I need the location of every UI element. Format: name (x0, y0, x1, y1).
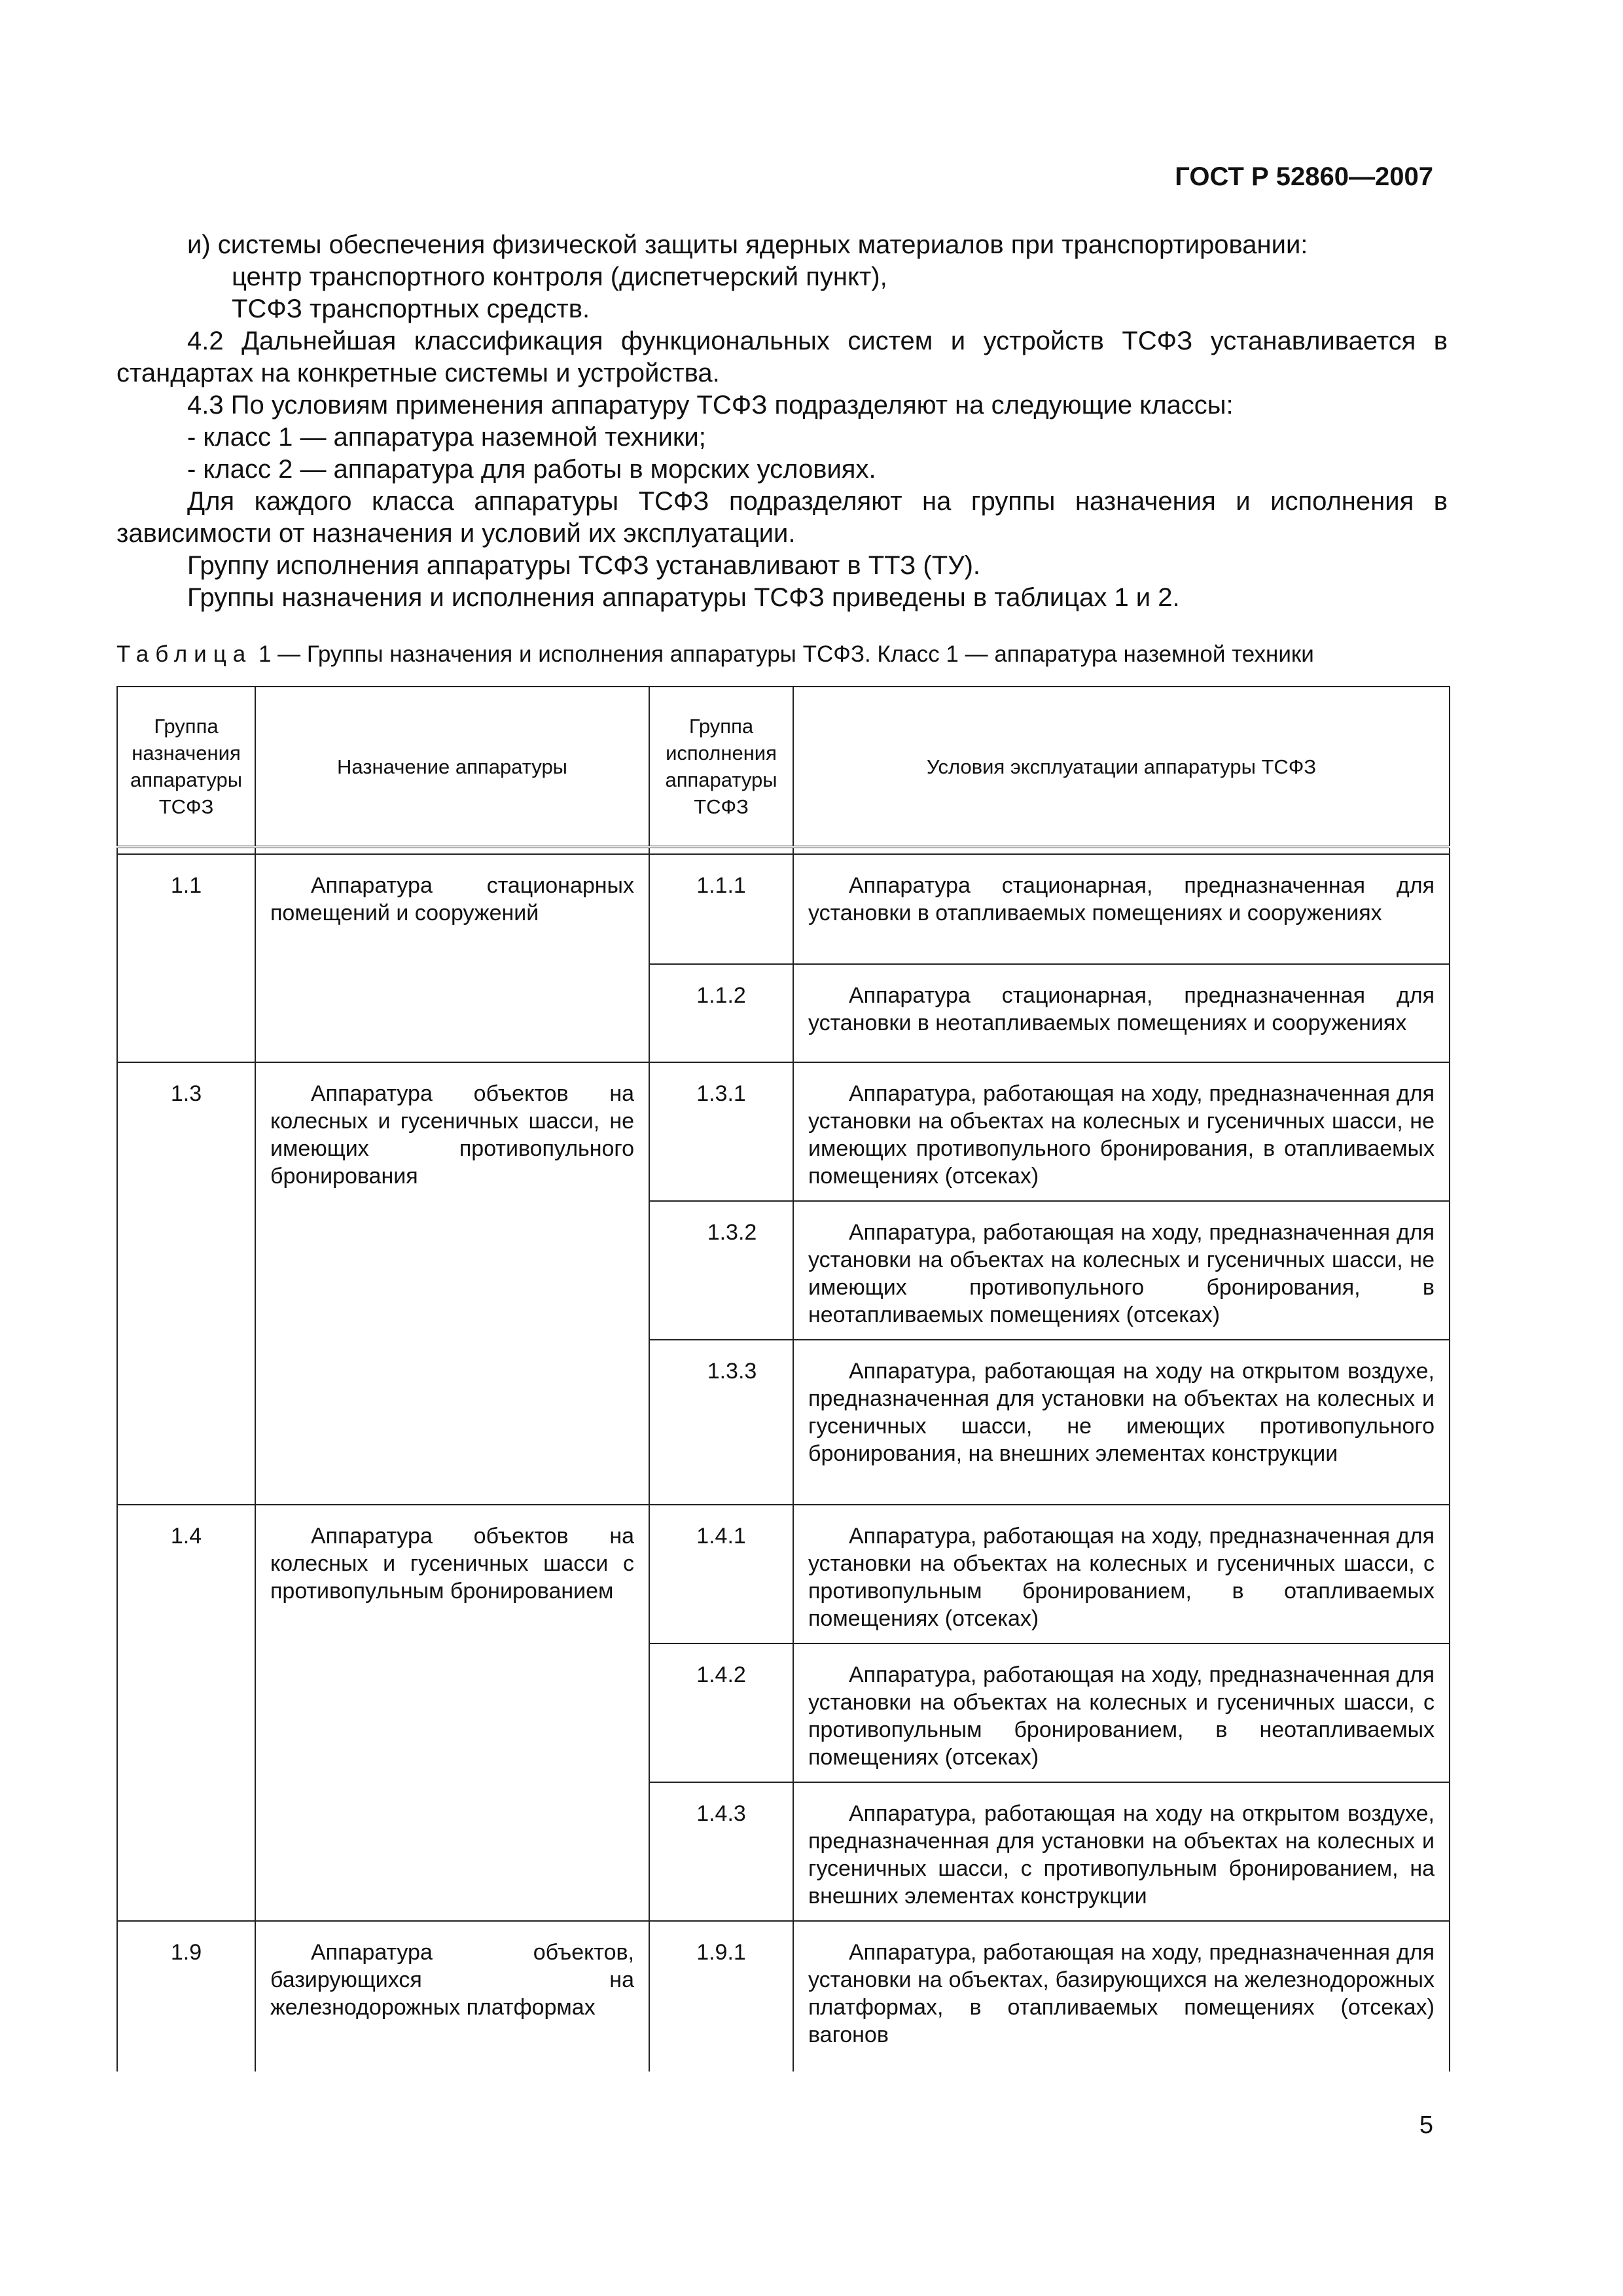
paragraph-4-3: 4.3 По условиям применения аппаратуру ТСФЗ подразделяют на следующие классы: (187, 391, 1234, 420)
table-header-separator (117, 847, 1450, 854)
conditions-cell: Аппаратура, работающая на ходу, предназначенная для установки на объектах на колесных и гусеничных шасси, не имеющих противопульного бронирования, в неотапливаемых помещениях (отсеках) (793, 1201, 1450, 1340)
conditions-cell: Аппаратура, работающая на ходу, предназначенная для установки на объектах на колесных и гусеничных шасси, с противопульным бронированием, в отапливаемых помещениях (отсеках) (793, 1505, 1450, 1643)
intro-text (116, 229, 1448, 614)
class-2-item: - класс 2 — аппаратура для работы в морских условиях. (187, 455, 876, 484)
page-number: 5 (1419, 2111, 1433, 2139)
class-1-item: - класс 1 — аппаратура наземной техники; (187, 423, 706, 452)
header-conditions: Условия эксплуатации аппаратуры ТСФЗ (793, 687, 1450, 847)
conditions-cell: Аппаратура, работающая на ходу на открытом воздухе, предназначенная для установки на объектах на колесных и гусеничных шасси, не имеющих противопульного бронирования, на внешних элементах конструкции (793, 1340, 1450, 1505)
paragraph-ttz: Группу исполнения аппаратуры ТСФЗ устанавливают в ТТЗ (ТУ). (187, 551, 981, 580)
group-cell: 1.1 (117, 854, 255, 1062)
table-caption-text: 1 — Группы назначения и исполнения аппаратуры ТСФЗ. Класс 1 — аппаратура наземной техники (252, 641, 1314, 667)
paragraph-tables: Группы назначения и исполнения аппаратуры ТСФЗ приведены в таблицах 1 и 2. (187, 583, 1180, 612)
group-cell: 1.4 (117, 1505, 255, 1921)
list-item-i-sub2: ТСФЗ транспортных средств. (232, 295, 590, 323)
exec-code-cell: 1.4.1 (649, 1505, 793, 1643)
header-purpose: Назначение аппаратуры (255, 687, 649, 847)
table-caption-word: Таблица (116, 641, 253, 667)
conditions-cell: Аппаратура стационарная, предназначенная для установки в отапливаемых помещениях и сооружениях (793, 854, 1450, 964)
purpose-cell: Аппаратура объектов, базирующихся на железнодорожных платформах (255, 1921, 649, 2072)
group-cell: 1.9 (117, 1921, 255, 2072)
group-cell: 1.3 (117, 1062, 255, 1505)
document-code: ГОСТ Р 52860—2007 (1175, 162, 1433, 191)
table-row (117, 1505, 1450, 1643)
purpose-cell: Аппаратура объектов на колесных и гусеничных шасси, не имеющих противопульного бронирования (255, 1062, 649, 1505)
list-item-i: и) системы обеспечения физической защиты ядерных материалов при транспортировании: (187, 230, 1308, 259)
header-group-exec: Группа исполнения аппаратуры ТСФЗ (649, 687, 793, 847)
exec-code-cell: 1.3.3 (649, 1340, 793, 1505)
exec-code-cell: 1.3.1 (649, 1062, 793, 1201)
paragraph-4-2: 4.2 Дальнейшая классификация функциональных систем и устройств ТСФЗ устанавливается в стандартах на конкретные системы и устройства. (116, 327, 1448, 387)
exec-code-cell: 1.4.3 (649, 1782, 793, 1921)
exec-code-cell: 1.1.1 (649, 854, 793, 964)
table-row (117, 854, 1450, 964)
purpose-cell: Аппаратура стационарных помещений и сооружений (255, 854, 649, 1062)
conditions-cell: Аппаратура, работающая на ходу, предназначенная для установки на объектах на колесных и гусеничных шасси, не имеющих противопульного бронирования, в отапливаемых помещениях (отсеках) (793, 1062, 1450, 1201)
exec-code-cell: 1.4.2 (649, 1643, 793, 1782)
exec-code-cell: 1.3.2 (649, 1201, 793, 1340)
list-item-i-sub1: центр транспортного контроля (диспетчерский пункт), (232, 262, 887, 291)
table-row (117, 1921, 1450, 2072)
conditions-cell: Аппаратура, работающая на ходу, предназначенная для установки на объектах на колесных и гусеничных шасси, с противопульным бронированием, в неотапливаемых помещениях (отсеках) (793, 1643, 1450, 1782)
paragraph-groups: Для каждого класса аппаратуры ТСФЗ подразделяют на группы назначения и исполнения в зависимости от назначения и условий их эксплуатации. (116, 487, 1448, 548)
purpose-cell: Аппаратура объектов на колесных и гусеничных шасси с противопульным бронированием (255, 1505, 649, 1921)
conditions-cell: Аппаратура, работающая на ходу на открытом воздухе, предназначенная для установки на объектах на колесных и гусеничных шасси, с противопульным бронированием, на внешних элементах конструкции (793, 1782, 1450, 1921)
table-row (117, 1062, 1450, 1201)
conditions-cell: Аппаратура стационарная, предназначенная для установки в неотапливаемых помещениях и сооружениях (793, 964, 1450, 1062)
conditions-cell: Аппаратура, работающая на ходу, предназначенная для установки на объектах, базирующихся на железнодорожных платформах, в отапливаемых помещениях (отсеках) вагонов (793, 1921, 1450, 2072)
header-group-purpose: Группа назначения аппаратуры ТСФЗ (117, 687, 255, 847)
exec-code-cell: 1.9.1 (649, 1921, 793, 2072)
exec-code-cell: 1.1.2 (649, 964, 793, 1062)
classification-table (116, 686, 1450, 2072)
table-header-row (117, 687, 1450, 847)
table-caption (116, 641, 1452, 668)
